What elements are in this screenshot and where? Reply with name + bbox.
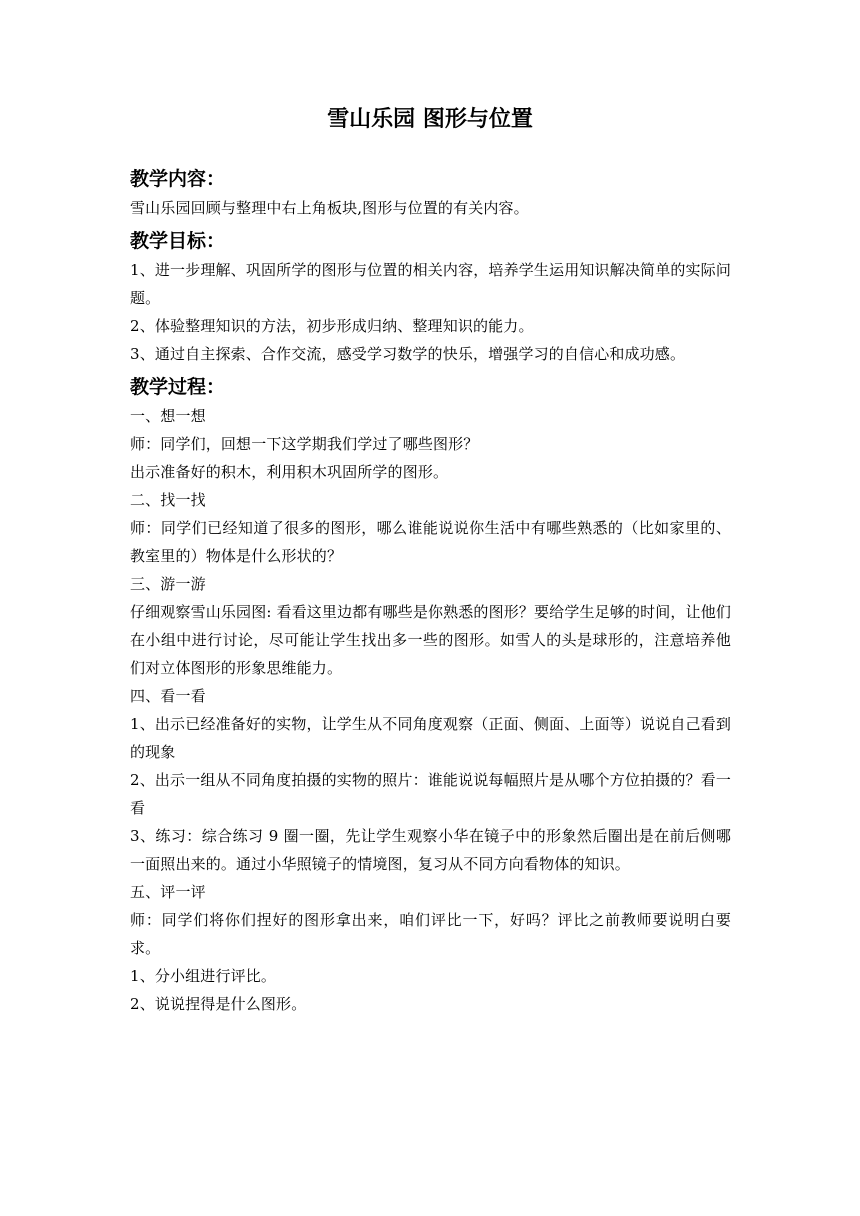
paragraph: 二、找一找: [130, 491, 206, 509]
paragraph: 四、看一看: [130, 687, 206, 705]
section-heading-objectives: 教学目标：: [130, 230, 226, 252]
paragraph: 雪山乐园回顾与整理中右上角板块,图形与位置的有关内容。: [130, 199, 529, 217]
paragraph: 2、说说捏得是什么图形。: [130, 995, 307, 1013]
paragraph: 师：同学们已经知道了很多的图形，哪么谁能说说你生活中有哪些熟悉的（比如家里的、教室里的）物体是什么形状的？: [130, 519, 731, 565]
paragraph: 仔细观察雪山乐园图: 看看这里边都有哪些是你熟悉的图形？要给学生足够的时间，让他们在小组中进行讨论，尽可能让学生找出多一些的图形。如雪人的头是球形的，注意培养他们对立体图形的形象思维能力。: [130, 603, 731, 677]
paragraph: 1、分小组进行评比。: [130, 967, 277, 985]
paragraph: 3、通过自主探索、合作交流，感受学习数学的快乐，增强学习的自信心和成功感。: [130, 345, 686, 363]
paragraph: 1、进一步理解、巩固所学的图形与位置的相关内容，培养学生运用知识解决简单的实际问题。: [130, 261, 731, 307]
paragraph: 2、出示一组从不同角度拍摄的实物的照片：谁能说说每幅照片是从哪个方位拍摄的？看一看: [130, 771, 731, 817]
document-body: [130, 160, 731, 1018]
paragraph: 五、评一评: [130, 883, 206, 901]
paragraph: 三、游一游: [130, 575, 206, 593]
paragraph: 1、出示已经准备好的实物，让学生从不同角度观察（正面、侧面、上面等）说说自己看到的现象: [130, 715, 731, 761]
paragraph: 师：同学们，回想一下这学期我们学过了哪些图形？: [130, 435, 479, 453]
paragraph: 2、体验整理知识的方法，初步形成归纳、整理知识的能力。: [130, 317, 534, 335]
paragraph: 出示准备好的积木，利用积木巩固所学的图形。: [130, 463, 449, 481]
section-heading-content: 教学内容：: [130, 168, 226, 190]
paragraph: 一、想一想: [130, 407, 206, 425]
paragraph: 3、练习：综合练习 9 圈一圈，先让学生观察小华在镜子中的形象然后圈出是在前后侧哪一面照出来的。通过小华照镜子的情境图，复习从不同方向看物体的知识。: [130, 827, 731, 873]
document-title: 雪山乐园 图形与位置: [327, 106, 533, 132]
section-heading-process: 教学过程：: [130, 376, 226, 398]
paragraph: 师：同学们将你们捏好的图形拿出来，咱们评比一下，好吗？评比之前教师要说明白要求。: [130, 911, 731, 957]
